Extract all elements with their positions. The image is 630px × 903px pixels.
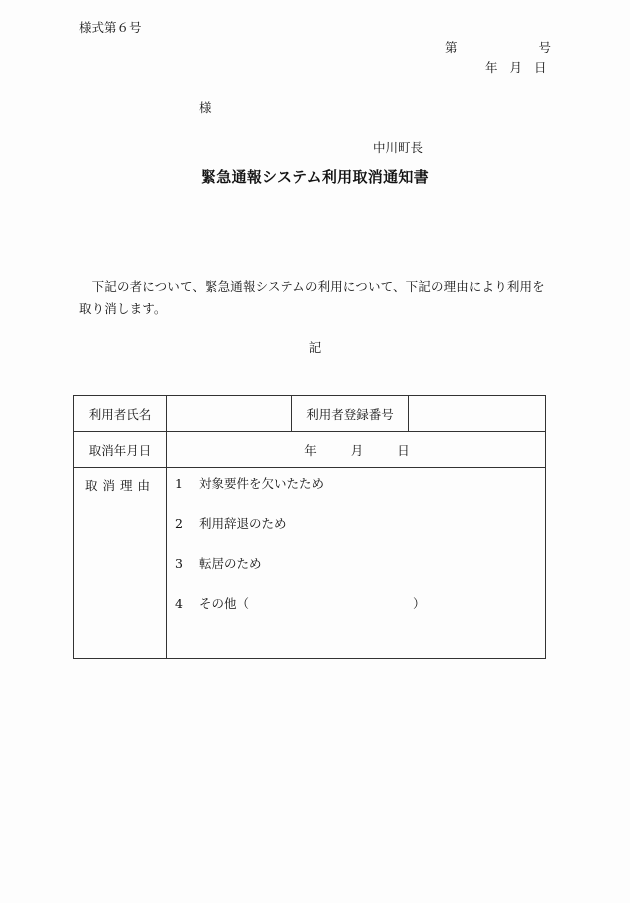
cancel-date-field[interactable] (167, 432, 546, 468)
cancel-date-year: 年 (304, 442, 317, 458)
reason-other-close-paren: ） (413, 596, 426, 611)
reason-number: 2 (175, 516, 183, 531)
cancel-date-label: 取消年月日 (74, 432, 167, 468)
reason-number: 3 (175, 556, 183, 571)
document-date-day: 日 (534, 60, 547, 75)
document-date-month: 月 (509, 60, 523, 75)
document-date (485, 58, 547, 76)
reason-number: 4 (175, 596, 183, 611)
reason-text: その他（ (199, 596, 250, 611)
form-number: 様式第６号 (79, 20, 142, 35)
cancel-reason-options (167, 468, 546, 659)
table-row-user (74, 396, 546, 432)
cancel-date-month: 月 (350, 442, 364, 458)
registration-number-label: 利用者登録番号 (292, 396, 409, 432)
user-name-label: 利用者氏名 (74, 396, 167, 432)
registration-number-field[interactable] (409, 396, 546, 432)
issuer-name: 中川町長 (373, 140, 424, 155)
reason-text: 利用辞退のため (199, 516, 287, 531)
document-number-suffix: 号 (538, 40, 551, 55)
ki-heading: 記 (308, 340, 322, 355)
cancellation-record-table (73, 395, 546, 659)
reason-number: 1 (175, 476, 183, 491)
body-paragraph (79, 276, 551, 320)
reason-option-1[interactable] (175, 474, 324, 492)
reason-option-2[interactable] (175, 514, 287, 532)
cancel-date-day: 日 (397, 442, 410, 458)
recipient-honorific: 様 (199, 100, 212, 115)
reason-text: 転居のため (199, 556, 262, 571)
table-row-cancel-date (74, 432, 546, 468)
cancel-reason-label: 取消理由 (74, 468, 167, 659)
table-row-reason (74, 468, 546, 659)
document-date-year: 年 (485, 60, 498, 75)
reason-text: 対象要件を欠いたため (199, 476, 325, 491)
user-name-field[interactable] (167, 396, 292, 432)
body-text: 下記の者について、緊急通報システムの利用について、下記の理由により利用を取り消します。 (79, 279, 545, 316)
reason-option-4[interactable] (175, 594, 426, 612)
document-title: 緊急通報システム利用取消通知書 (200, 168, 429, 186)
reason-option-3[interactable] (175, 554, 262, 572)
document-number-prefix: 第 (445, 40, 458, 55)
